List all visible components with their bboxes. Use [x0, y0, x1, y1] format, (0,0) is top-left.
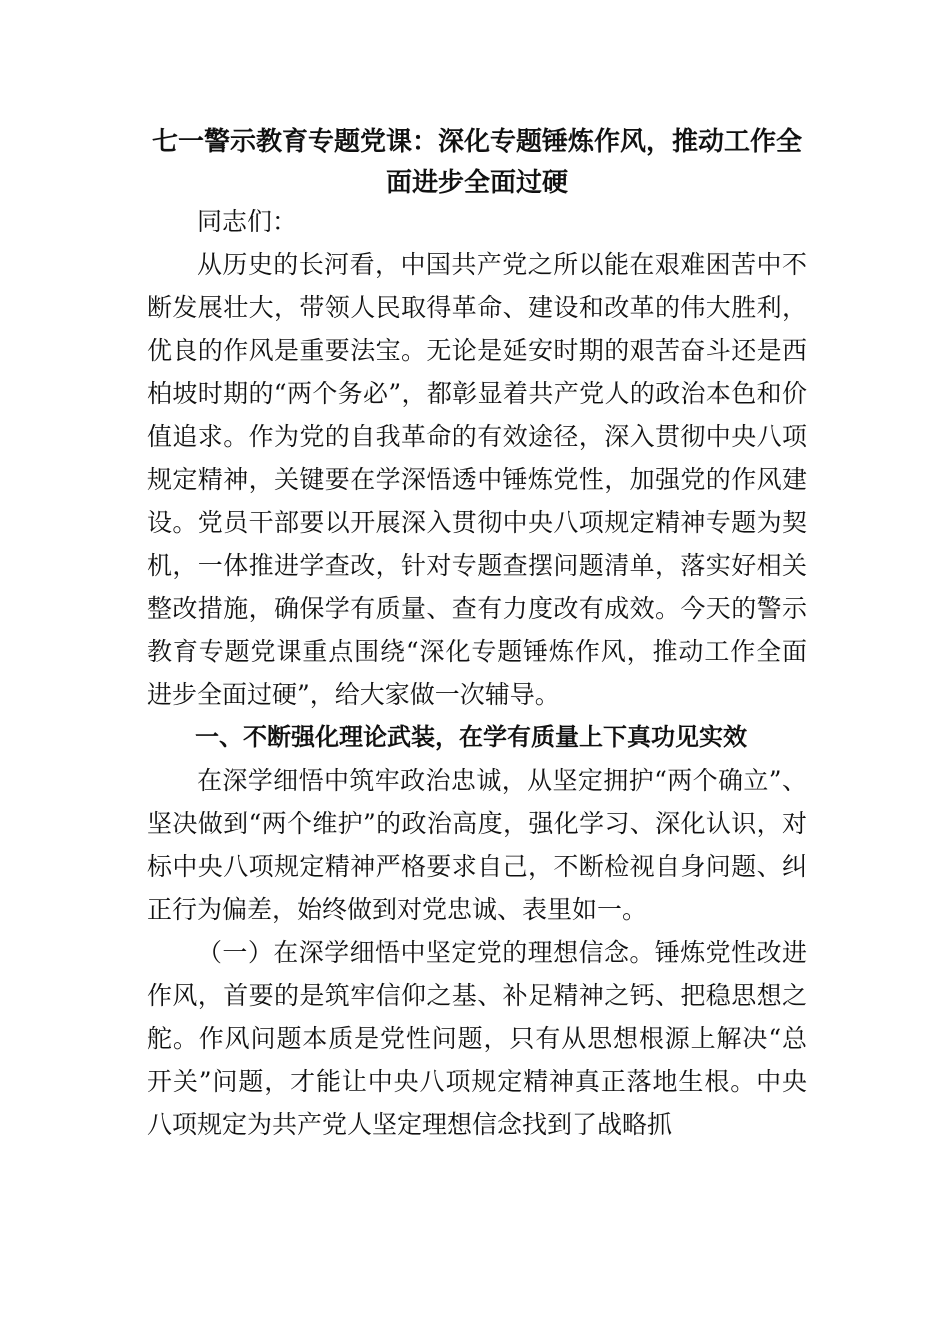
- document-title: [147, 122, 807, 204]
- title-line-1: 七一警示教育专题党课：深化专题锤炼作风，推动工作全: [151, 127, 802, 157]
- intro-paragraph: 从历史的长河看，中国共产党之所以能在艰难困苦中不断发展壮大，带领人民取得革命、建设和改革的伟大胜利，优良的作风是重要法宝。无论是延安时期的艰苦奋斗还是西柏坡时期的“两个务必”，都彰显着共产党人的政治本色和价值追求。作为党的自我革命的有效途径，深入贯彻中央八项规定精神，关键要在学深悟透中锤炼党性，加强党的作风建设。党员干部要以开展深入贯彻中央八项规定精神专题为契机，一体推进学查改，针对专题查摆问题清单，落实好相关整改措施，确保学有质量、查有力度改有成效。今天的警示教育专题党课重点围绕“深化专题锤炼作风，推动工作全面进步全面过硬”，给大家做一次辅导。: [147, 250, 807, 709]
- section-1-paragraph-1: 在深学细悟中筑牢政治忠诚，从坚定拥护“两个确立”、坚决做到“两个维护”的政治高度，强化学习、深化认识，对标中央八项规定精神严格要求自己，不断检视自身问题、纠正行为偏差，始终做到对党忠诚、表里如一。: [147, 766, 807, 924]
- section-1-paragraph-2: （一）在深学细悟中坚定党的理想信念。锤炼党性改进作风，首要的是筑牢信仰之基、补足精神之钙、把稳思想之舵。作风问题本质是党性问题，只有从思想根源上解决“总开关”问题，才能让中央八项规定精神真正落地生根。中央八项规定为共产党人坚定理想信念找到了战略抓: [147, 938, 807, 1139]
- section-heading-1: 一、不断强化理论武装，在学有质量上下真功见实效: [195, 723, 747, 751]
- document-body: [147, 200, 807, 1146]
- salutation: 同志们：: [197, 207, 298, 236]
- title-line-2: 面进步全面过硬: [385, 168, 568, 198]
